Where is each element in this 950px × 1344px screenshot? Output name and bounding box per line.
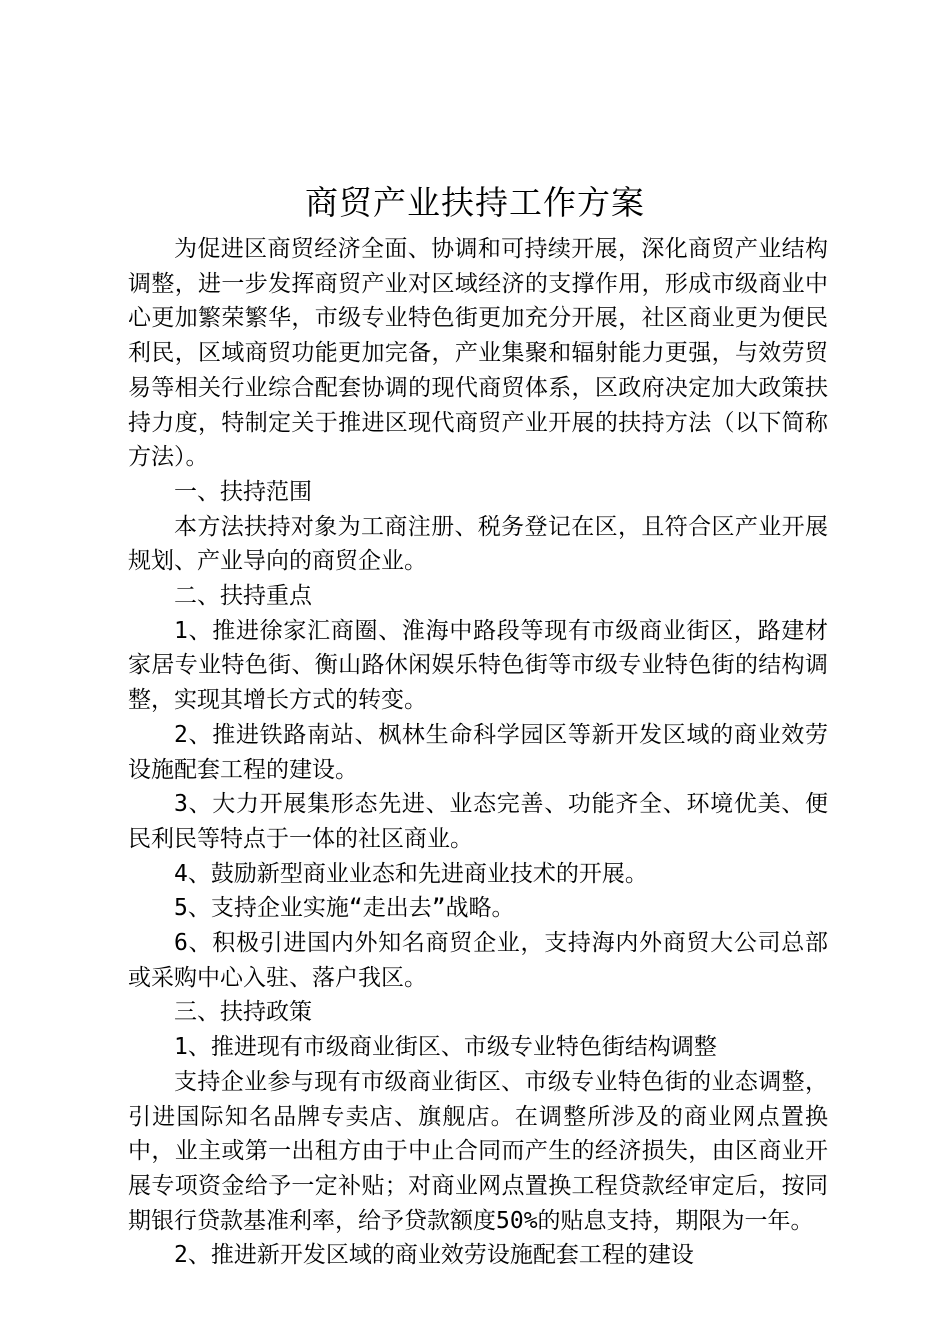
section-heading-policy: 三、扶持政策 bbox=[174, 999, 312, 1026]
section-heading-focus: 二、扶持重点 bbox=[174, 583, 312, 610]
policy-subheading-2: 2、推进新开发区域的商业效劳设施配套工程的建设 bbox=[174, 1242, 694, 1269]
focus-item-6: 6、积极引进国内外知名商贸企业，支持海内外商贸大公司总部或采购中心入驻、落户我区。 bbox=[128, 930, 828, 991]
focus-item-4: 4、鼓励新型商业业态和先进商业技术的开展。 bbox=[174, 860, 648, 887]
focus-item-1: 1、推进徐家汇商圈、淮海中路段等现有市级商业街区，路建材家居专业特色街、衡山路休闲娱乐特色街等市级专业特色街的结构调整，实现其增长方式的转变。 bbox=[128, 617, 828, 714]
document-body bbox=[128, 232, 828, 1273]
intro-paragraph: 为促进区商贸经济全面、协调和可持续开展，深化商贸产业结构调整，进一步发挥商贸产业对区域经济的支撑作用，形成市级商业中心更加繁荣繁华，市级专业特色街更加充分开展，社区商业更为便民利民，区域商贸功能更加完备，产业集聚和辐射能力更强，与效劳贸易等相关行业综合配套协调的现代商贸体系，区政府决定加大政策扶持力度，特制定关于推进区现代商贸产业开展的扶持方法（以下简称方法）。 bbox=[128, 236, 828, 471]
policy-paragraph-1: 支持企业参与现有市级商业街区、市级专业特色街的业态调整，引进国际知名品牌专卖店、旗舰店。在调整所涉及的商业网点置换中，业主或第一出租方由于中止合同而产生的经济损失，由区商业开展专项资金给予一定补贴；对商业网点置换工程贷款经审定后，按同期银行贷款基准利率，给予贷款额度50%的贴息支持，期限为一年。 bbox=[128, 1068, 828, 1234]
focus-item-2: 2、推进铁路南站、枫林生命科学园区等新开发区域的商业效劳设施配套工程的建设。 bbox=[128, 721, 828, 783]
policy-subheading-1: 1、推进现有市级商业街区、市级专业特色街结构调整 bbox=[174, 1034, 717, 1061]
focus-item-3: 3、大力开展集形态先进、业态完善、功能齐全、环境优美、便民利民等特点于一体的社区商业。 bbox=[128, 791, 828, 852]
document-title: 商贸产业扶持工作方案 bbox=[305, 183, 645, 222]
focus-item-5: 5、支持企业实施“走出去”战略。 bbox=[174, 895, 515, 922]
section-heading-scope: 一、扶持范围 bbox=[174, 478, 312, 505]
scope-paragraph: 本方法扶持对象为工商注册、税务登记在区，且符合区产业开展规划、产业导向的商贸企业。 bbox=[128, 513, 828, 575]
